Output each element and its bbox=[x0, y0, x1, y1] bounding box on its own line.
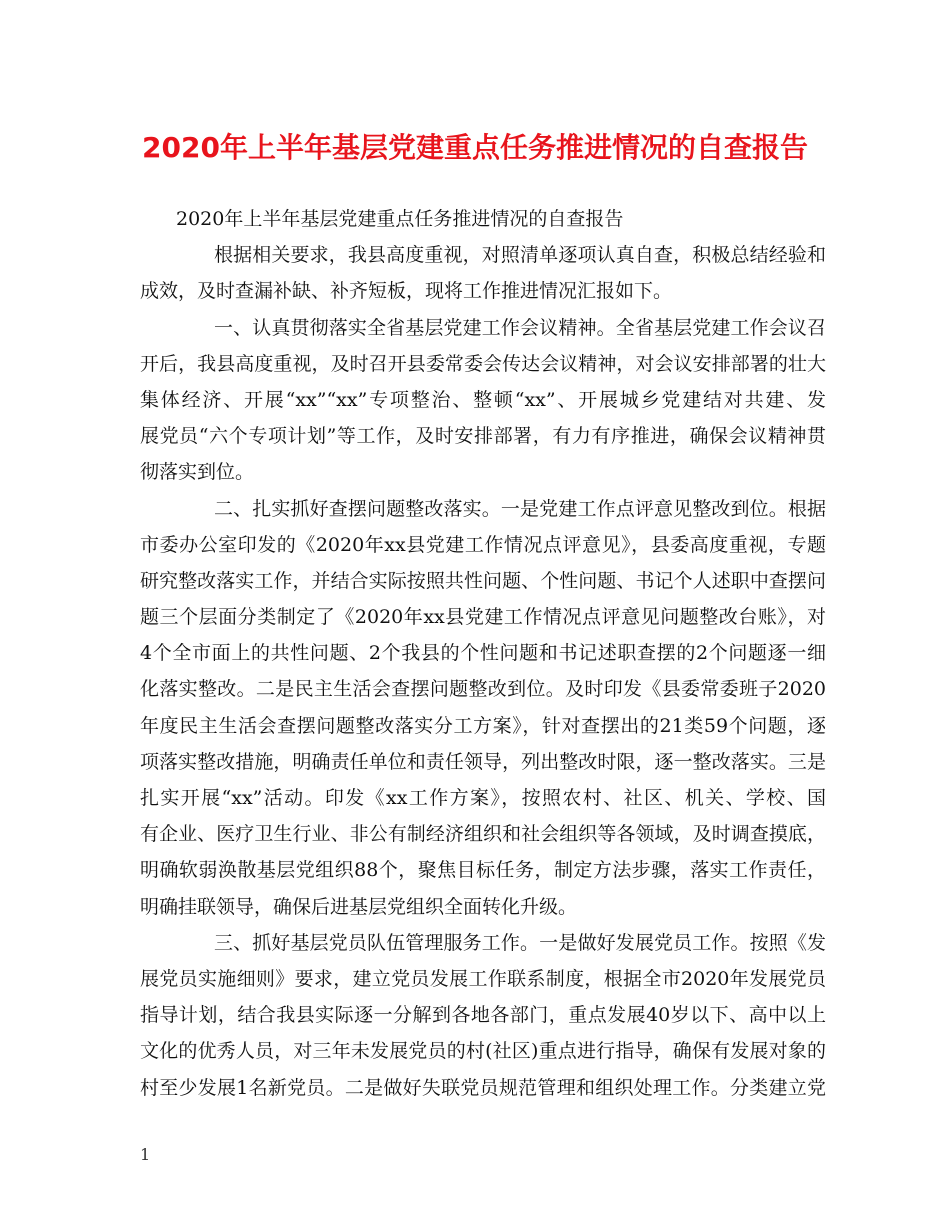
paragraph-line: 一、认真贯彻落实全省基层党建工作会议精神。全省基层党建工作会议召 bbox=[214, 316, 826, 339]
page-number: 1 bbox=[140, 1145, 151, 1164]
paragraph-line: 4个全市面上的共性问题、2个我县的个性问题和书记述职查摆的2个问题逐一细 bbox=[140, 642, 826, 665]
paragraph-line: 扎实开展“xx”活动。印发《xx工作方案》，按照农村、社区、机关、学校、国 bbox=[140, 787, 826, 809]
paragraph-line: 指导计划，结合我县实际逐一分解到各地各部门，重点发展40岁以下、高中以上 bbox=[140, 1004, 826, 1027]
paragraph-line: 展党员“六个专项计划”等工作，及时安排部署，有力有序推进，确保会议精神贯 bbox=[140, 425, 826, 448]
paragraph-line: 文化的优秀人员，对三年未发展党员的村(社区)重点进行指导，确保有发展对象的 bbox=[140, 1040, 826, 1063]
paragraph-line: 三、抓好基层党员队伍管理服务工作。一是做好发展党员工作。按照《发 bbox=[214, 931, 826, 954]
paragraph-line: 明确挂联领导，确保后进基层党组织全面转化升级。 bbox=[140, 895, 578, 918]
paragraph-line: 村至少发展1名新党员。二是做好失联党员规范管理和组织处理工作。分类建立党 bbox=[140, 1076, 826, 1099]
paragraph-line: 年度民主生活会查摆问题整改落实分工方案》，针对查摆出的21类59个问题，逐 bbox=[140, 714, 826, 737]
paragraph-line: 成效，及时查漏补缺、补齐短板，现将工作推进情况汇报如下。 bbox=[140, 280, 673, 303]
paragraph-line: 项落实整改措施，明确责任单位和责任领导，列出整改时限，逐一整改落实。三是 bbox=[140, 750, 826, 773]
paragraph-line: 化落实整改。二是民主生活会查摆问题整改到位。及时印发《县委常委班子2020 bbox=[140, 678, 826, 701]
document-body bbox=[140, 201, 826, 1106]
paragraph-line: 展党员实施细则》要求，建立党员发展工作联系制度，根据全市2020年发展党员 bbox=[140, 967, 826, 990]
paragraph-line: 研究整改落实工作，并结合实际按照共性问题、个性问题、书记个人述职中查摆问 bbox=[140, 569, 826, 592]
paragraph-line: 明确软弱涣散基层党组织88个，聚焦目标任务，制定方法步骤，落实工作责任， bbox=[140, 859, 826, 882]
paragraph-line: 开后，我县高度重视，及时召开县委常委会传达会议精神，对会议安排部署的壮大 bbox=[140, 352, 826, 375]
paragraph-line: 集体经济、开展“xx”“xx”专项整治、整顿“xx”、开展城乡党建结对共建、发 bbox=[140, 388, 826, 411]
document-subtitle: 2020年上半年基层党建重点任务推进情况的自查报告 bbox=[176, 208, 624, 230]
paragraph-line: 市委办公室印发的《2020年xx县党建工作情况点评意见》，县委高度重视，专题 bbox=[140, 533, 826, 556]
paragraph-line: 二、扎实抓好查摆问题整改落实。一是党建工作点评意见整改到位。根据 bbox=[214, 497, 826, 520]
paragraph-line: 题三个层面分类制定了《2020年xx县党建工作情况点评意见问题整改台账》，对 bbox=[140, 606, 826, 629]
paragraph-line: 根据相关要求，我县高度重视，对照清单逐项认真自查，积极总结经验和 bbox=[214, 244, 826, 267]
paragraph-line: 有企业、医疗卫生行业、非公有制经济组织和社会组织等各领域，及时调查摸底， bbox=[140, 823, 826, 846]
paragraph-line: 彻落实到位。 bbox=[140, 461, 255, 484]
document-title: 2020年上半年基层党建重点任务推进情况的自查报告 bbox=[142, 131, 808, 164]
